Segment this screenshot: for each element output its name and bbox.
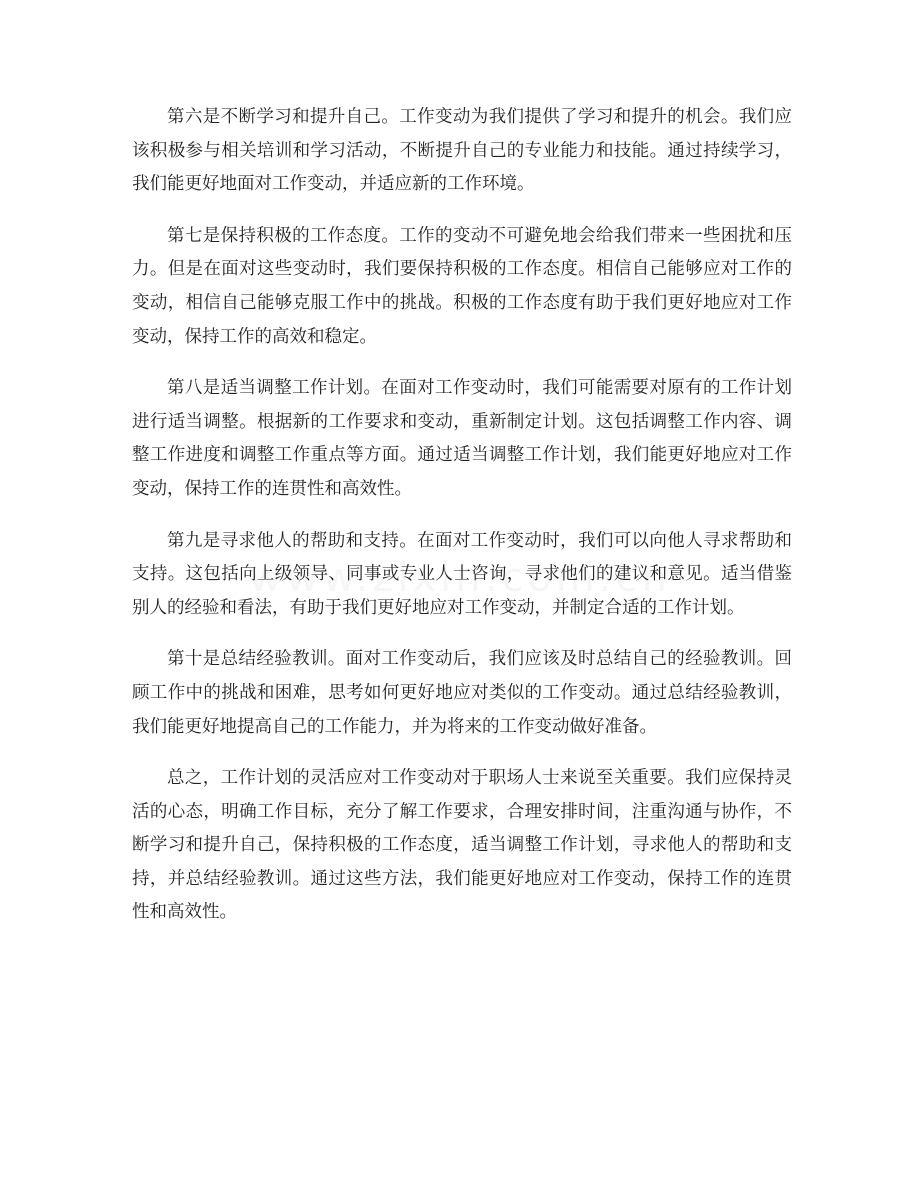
paragraph-6: 第六是不断学习和提升自己。工作变动为我们提供了学习和提升的机会。我们应该积极参与相关培训和学习活动，不断提升自己的专业能力和技能。通过持续学习，我们能更好地面对工作变动，并适应新的工作环境。: [132, 107, 792, 195]
paragraph-10: 第十是总结经验教训。面对工作变动后，我们应该及时总结自己的经验教训。回顾工作中的挑战和困难，思考如何更好地应对类似的工作变动。通过总结经验教训，我们能更好地提高自己的工作能力，并为将来的工作变动做好准备。: [132, 649, 792, 737]
paragraph-9: 第九是寻求他人的帮助和支持。在面对工作变动时，我们可以向他人寻求帮助和支持。这包括向上级领导、同事或专业人士咨询，寻求他们的建议和意见。适当借鉴别人的经验和看法，有助于我们更好地应对工作变动，并制定合适的工作计划。: [132, 530, 792, 618]
paragraph-summary: 总之，工作计划的灵活应对工作变动对于职场人士来说至关重要。我们应保持灵活的心态，明确工作目标，充分了解工作要求，合理安排时间，注重沟通与协作，不断学习和提升自己，保持积极的工作态度，适当调整工作计划，寻求他人的帮助和支持，并总结经验教训。通过这些方法，我们能更好地应对工作变动，保持工作的连贯性和高效性。: [132, 768, 792, 923]
paragraph-8: 第八是适当调整工作计划。在面对工作变动时，我们可能需要对原有的工作计划进行适当调整。根据新的工作要求和变动，重新制定计划。这包括调整工作内容、调整工作进度和调整工作重点等方面。通过适当调整工作计划，我们能更好地应对工作变动，保持工作的连贯性和高效性。: [132, 378, 792, 499]
document-body: [132, 101, 792, 948]
paragraph-7: 第七是保持积极的工作态度。工作的变动不可避免地会给我们带来一些困扰和压力。但是在面对这些变动时，我们要保持积极的工作态度。相信自己能够应对工作的变动，相信自己能够克服工作中的挑战。积极的工作态度有助于我们更好地应对工作变动，保持工作的高效和稳定。: [132, 225, 792, 347]
